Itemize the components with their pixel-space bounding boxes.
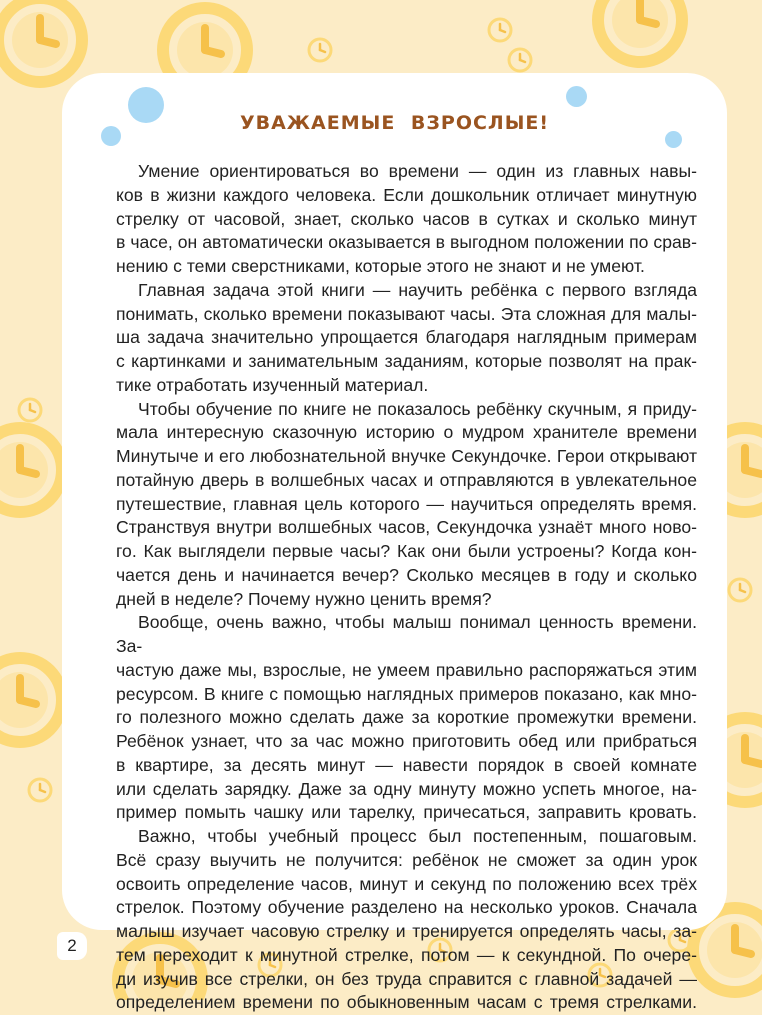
- text-line: Всё сразу выучить не получится: ребёнок не сможет за один урок: [116, 849, 697, 870]
- text-line: или сделать зарядку. Даже за одну минуту можно успеть многое, на-: [116, 778, 697, 799]
- text-line: го полезного можно сделать даже за короткие промежутки времени.: [116, 707, 697, 728]
- text-line: ди изучив все стрелки, он без труда справится с главной задачей —: [116, 968, 697, 989]
- text-line: потайную дверь в волшебных часах и отправляются в увлекательное: [116, 469, 697, 490]
- text-line: го. Как выглядели первые часы? Как они были устроены? Когда кон-: [116, 541, 697, 561]
- body-text: [116, 160, 697, 1015]
- text-line: Ребёнок узнает, что за час можно приготовить обед или прибраться: [116, 731, 697, 751]
- text-line: чается день и начинается вечер? Сколько месяцев в году и сколько: [116, 564, 697, 585]
- text-line: тике отработать изученный материал.: [116, 374, 429, 395]
- text-line: дней в неделе? Почему нужно ценить время?: [116, 588, 492, 609]
- text-line: ков в жизни каждого человека. Если дошкольник отличает минутную: [116, 184, 697, 205]
- paragraph: [116, 825, 697, 1015]
- text-line: ресурсом. В книге с помощью наглядных примеров показано, как мно-: [116, 683, 697, 704]
- paragraph: [116, 611, 697, 825]
- paragraph: [116, 160, 697, 279]
- text-line: в квартире, за десять минут — навести порядок в своей комнате: [116, 754, 697, 775]
- text-line: освоить определение часов, минут и секунд по положению всех трёх: [116, 873, 697, 894]
- text-line: стрелок. Поэтому обучение разделено на несколько уроков. Сначала: [116, 897, 697, 918]
- text-line: малыш изучает часовую стрелку и тренируется определять часы, за-: [116, 921, 697, 941]
- text-line: Вообще, очень важно, чтобы малыш понимал ценность времени. За-: [116, 612, 697, 656]
- text-line: с картинками и занимательным заданиям, которые позволят на прак-: [116, 351, 697, 371]
- text-line: ша задача значительно упрощается благодаря наглядным примерам: [116, 327, 697, 348]
- page-number: 2: [57, 932, 87, 960]
- text-line: частую даже мы, взрослые, не умеем правильно распоряжаться этим: [116, 659, 697, 680]
- text-line: Главная задача этой книги — научить ребёнка с первого взгляда: [138, 279, 697, 300]
- text-line: определением времени по обыкновенным часам с тремя стрелками.: [116, 992, 697, 1013]
- text-line: Чтобы обучение по книге не показалось ребёнку скучным, я приду-: [138, 398, 697, 419]
- paragraph: [116, 398, 697, 612]
- bubble-decoration: [566, 86, 587, 107]
- text-line: Важно, чтобы учебный процесс был постепенным, пошаговым.: [138, 826, 697, 846]
- text-line: Умение ориентироваться во времени — один из главных навы-: [138, 161, 697, 181]
- paragraph: [116, 279, 697, 398]
- text-line: нению с теми сверстниками, которые этого не знают и не умеют.: [116, 256, 645, 276]
- text-line: стрелку от часовой, знает, сколько часов в сутках и сколько минут: [116, 208, 697, 229]
- text-line: путешествие, главная цель которого — научиться определять время.: [116, 493, 697, 514]
- text-line: в часе, он автоматически оказывается в выгодном положении по срав-: [116, 232, 697, 253]
- text-line: понимать, сколько времени показывают часы. Эта сложная для малы-: [116, 303, 697, 324]
- text-line: Странствуя внутри волшебных часов, Секундочка узнаёт много ново-: [116, 517, 697, 538]
- text-line: тем переходит к минутной стрелке, потом — к секундной. По очере-: [116, 944, 697, 965]
- page-title: УВАЖАЕМЫЕ ВЗРОСЛЫЕ!: [239, 112, 550, 134]
- text-line: мала интересную сказочную историю о мудром хранителе времени: [116, 422, 697, 443]
- text-line: Минутыче и его любознательной внучке Секундочке. Герои открывают: [116, 446, 697, 466]
- text-line: пример помыть чашку или тарелку, причесаться, заправить кровать.: [116, 802, 697, 823]
